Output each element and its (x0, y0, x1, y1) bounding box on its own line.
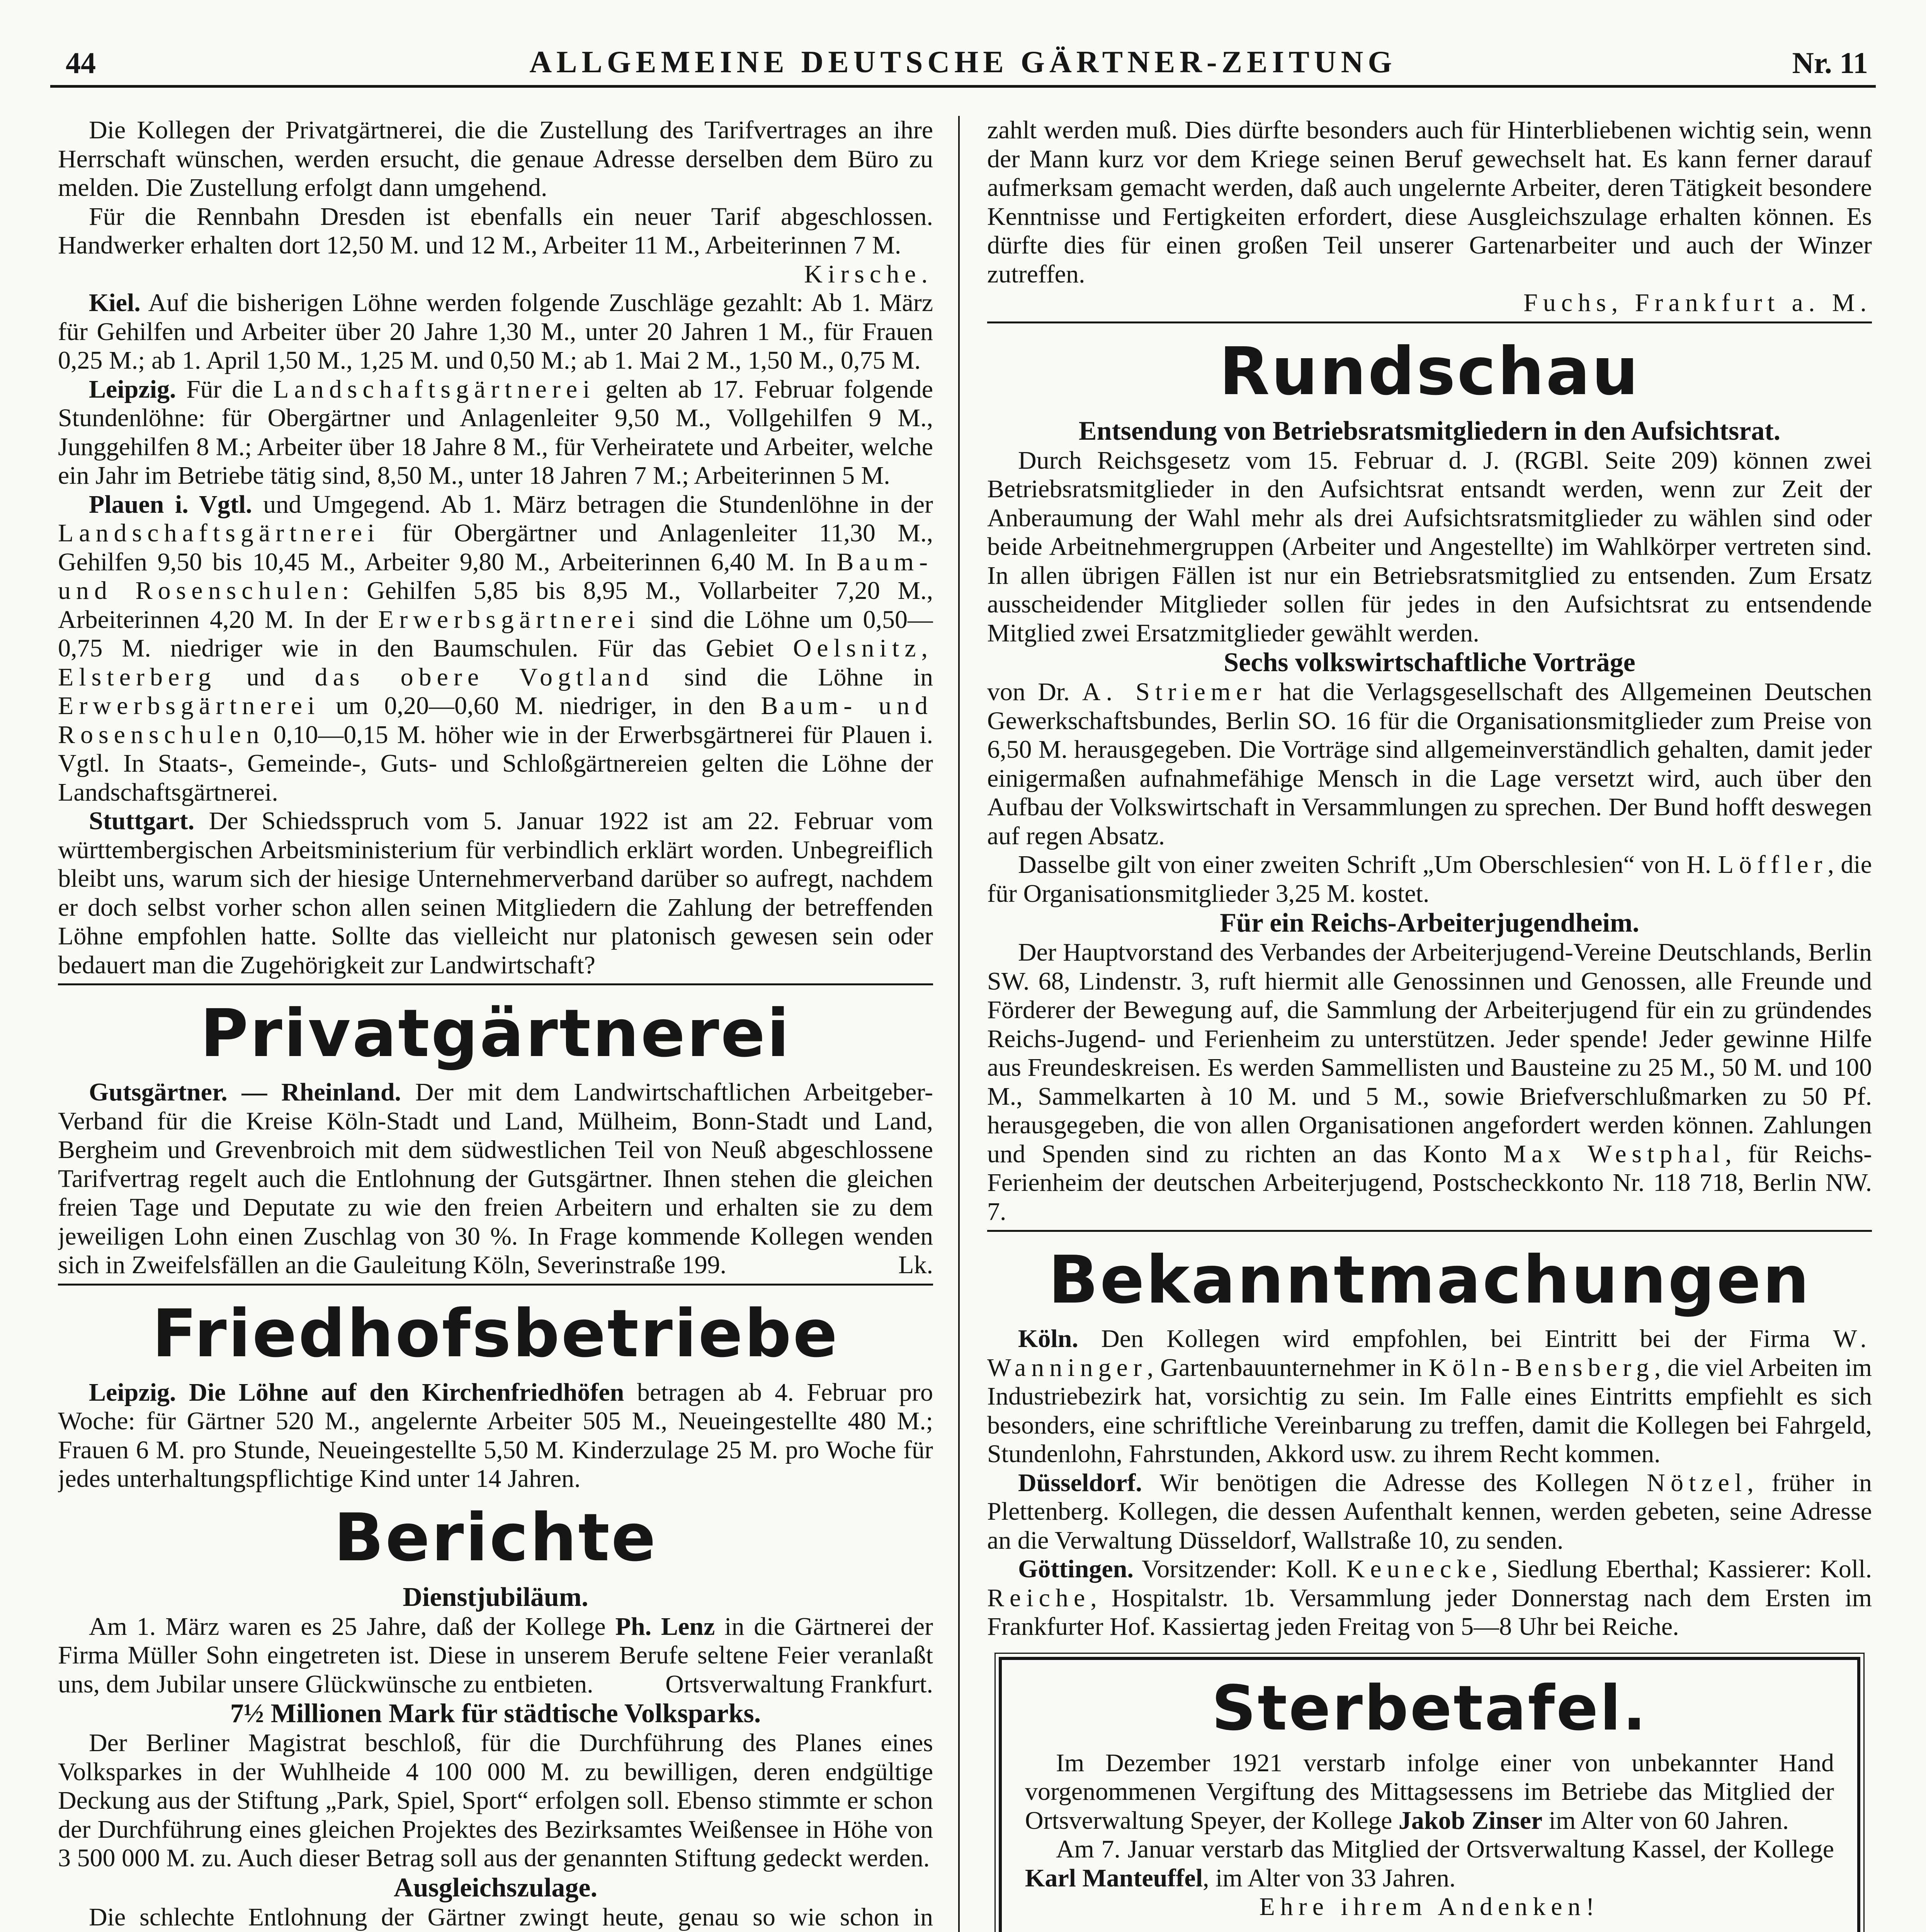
right-column (987, 116, 1872, 1932)
notice-duesseldorf: Düsseldorf. Wir benötigen die Adresse des Kollegen Nötzel, früher in Plettenberg. Kollegen, die dessen Aufenthalt kennen, werden gebeten, seine Adresse an die Verwaltung Düsseldorf, Wallstraße 10, zu senden. (987, 1468, 1872, 1554)
article-oberschlesien: Dasselbe gilt von einer zweiten Schrift „Um Oberschlesien“ von H. Löffler, die für Organisationsmitglieder 3,25 M. kostet. (987, 850, 1872, 908)
subheading-dienstjubilaeum: Dienstjubiläum. (403, 1582, 588, 1612)
left-column (58, 116, 933, 1932)
section-heading-bekanntmachungen: Bekanntmachungen (1048, 1242, 1811, 1318)
article-volksparks: Der Berliner Magistrat beschloß, für die Durchführung des Planes eines Volksparkes in der Wuhlheide 4 100 000 M. zu bewilligen, deren endgültige Deckung aus der Stiftung „Park, Spiel, Sport“ erfolgen soll. Ebenso stimmte er schon der Durchführung eines gleichen Projektes des Bezirksamtes Weißensee in Höhe von 3 500 000 M. zu. Auch dieser Betrag soll aus der genannten Stiftung gedeckt werden. (58, 1729, 933, 1872)
subheading-ausgleichszulage: Ausgleichszulage. (394, 1872, 597, 1903)
section-heading-sterbetafel: Sterbetafel. (1211, 1672, 1648, 1744)
obituary-manteuffel: Am 7. Januar verstarb das Mitglied der Ortsverwaltung Kassel, der Kollege Karl Manteuffel, im Alter von 33 Jahren. (1025, 1835, 1834, 1892)
article-vortraege: von Dr. A. Striemer hat die Verlagsgesellschaft des Allgemeinen Deutschen Gewerkschaftsbundes, Berlin SO. 16 für die Organisationsmitglieder zum Preise von 6,50 M. herausgegeben. Die Vorträge sind allgemeinverständlich gehalten, damit jeder einigermaßen aufnahmefähige Mensch in die Lage versetzt wird, auch über den Aufbau der Volkswirtschaft in Versammlungen zu sprechen. Der Bund hofft deswegen auf regen Absatz. (987, 678, 1872, 850)
section-heading-berichte: Berichte (333, 1499, 658, 1576)
obituary-zinser: Im Dezember 1921 verstarb infolge einer von unbekannter Hand vorgenommenen Vergiftung des Mittagsessens im Betriebe das Mitglied der Ortsverwaltung Speyer, der Kollege Jakob Zinser im Alter von 60 Jahren. (1025, 1748, 1834, 1835)
article-friedhof-leipzig: Leipzig. Die Löhne auf den Kirchenfriedhöfen betragen ab 4. Februar pro Woche: für Gärtner 520 M., angelernte Arbeiter 505 M., Neueingestellte 480 M.; Frauen 6 M. pro Stunde, Neueingestellte 5,50 M. Kinderzulage 25 M. pro Woche für jedes unterhaltungspflichtige Kind unter 14 Jahren. (58, 1378, 933, 1493)
section-heading-friedhofsbetriebe: Friedhofsbetriebe (152, 1295, 839, 1372)
page-header (50, 43, 1876, 88)
article-rennbahn-dresden: Für die Rennbahn Dresden ist ebenfalls ein neuer Tarif abgeschlossen. Handwerker erhalten dort 12,50 M. und 12 M., Arbeiter 11 M., Arbeiterinnen 7 M. (58, 202, 933, 259)
article-privat-tarif: Die Kollegen der Privatgärtnerei, die die Zustellung des Tarifvertrages an ihre Herrschaft wünschen, werden ersucht, die genaue Adresse derselben dem Büro zu melden. Die Zustellung erfolgt dann umgehend. (58, 116, 933, 202)
section-divider (58, 983, 933, 985)
subheading-aufsichtsrat: Entsendung von Betriebsratsmitgliedern in den Aufsichtsrat. (1078, 416, 1781, 446)
section-divider (987, 321, 1872, 323)
article-kiel: Kiel. Auf die bisherigen Löhne werden folgende Zuschläge gezahlt: Ab 1. März für Gehilfen und Arbeiter über 20 Jahre 1,30 M., unter 20 Jahren 1 M., für Frauen 0,25 M.; ab 1. April 1,50 M., 1,25 M. und 0,50 M.; ab 1. Mai 2 M., 1,50 M., 0,75 M. (58, 289, 933, 374)
obituary-box (999, 1657, 1860, 1932)
notice-koeln: Köln. Den Kollegen wird empfohlen, bei Eintritt bei der Firma W. Wanninger, Gartenbauunternehmer in Köln-Bensberg, die viel Arbeiten im Industriebezirk hat, vorsichtig zu sein. Im Falle eines Eintritts empfiehlt es sich besonders, eine schriftliche Vereinbarung zu treffen, damit die Kollegen bei Fahrgeld, Stundenlohn, Fahrstunden, Akkord usw. zu ihrem Recht kommen. (987, 1325, 1872, 1468)
article-leipzig: Leipzig. Für die Landschaftsgärtnerei gelten ab 17. Februar folgende Stundenlöhne: für Obergärtner und Anlagenleiter 9,50 M., Vollgehilfen 9 M., Junggehilfen 8 M.; Arbeiter über 18 Jahre 8 M., für Verheiratete und Arbeiter, welche ein Jahr im Betriebe tätig sind, 8,50 M., unter 18 Jahren 7 M.; Arbeiterinnen 5 M. (58, 375, 933, 490)
subheading-volksparks: 7½ Millionen Mark für städtische Volksparks. (230, 1699, 761, 1728)
article-dienstjubilaeum: Am 1. März waren es 25 Jahre, daß der Kollege Ph. Lenz in die Gärtnerei der Firma Müller Sohn eingetreten ist. Diese in unserem Berufe seltene Feier veranlaßt uns, dem Jubilar unsere Glückwünsche zu entbieten. Ortsverwaltung Frankfurt. (58, 1612, 933, 1698)
article-stuttgart: Stuttgart. Der Schiedsspruch vom 5. Januar 1922 ist am 22. Februar vom württembergischen Arbeitsministerium für verbindlich erklärt worden. Unbegreiflich bleibt uns, warum sich der hiesige Unternehmerverband darüber so aufregt, nachdem er doch selbst vorher schon allen seinen Mitgliedern die Zahlung der betreffenden Löhne empfohlen hatte. Sollte das vielleicht nur platonisch gewesen sein oder bedauert man die Zugehörigkeit zur Landwirtschaft? (58, 807, 933, 979)
page-number: 44 (66, 46, 96, 80)
subheading-vortraege: Sechs volkswirtschaftliche Vorträge (1224, 648, 1635, 677)
article-jugendheim: Der Hauptvorstand des Verbandes der Arbeiterjugend-Vereine Deutschlands, Berlin SW. 68, Lindenstr. 3, ruft hiermit alle Genossinnen und Genossen, alle Freunde und Förderer der Bewegung auf, die Sammlung der Arbeiterjugend für ein zu gründendes Reichs-Jugend- und Ferienheim zu unterstützen. Jeder spende! Jeder gewinne Hilfe aus Freundeskreisen. Es werden Sammellisten und Bausteine zu 25 M., 50 M. und 100 M., Sammelkarten à 10 M. und 5 M., sowie Briefverschlußmarken zu 50 Pf. herausgegeben, die von allen Organisationen angefordert werden können. Zahlungen und Spenden sind zu richten an das Konto Max Westphal, für Reichs-Ferienheim der deutschen Arbeiterjugend, Postscheckkonto Nr. 118 718, Berlin NW. 7. (987, 938, 1872, 1226)
issue-number: Nr. 11 (1792, 46, 1868, 80)
section-heading-privatgaertnerei: Privatgärtnerei (200, 995, 791, 1072)
subheading-jugendheim: Für ein Reichs-Arbeiterjugendheim. (1220, 908, 1639, 938)
newspaper-title: ALLGEMEINE DEUTSCHE GÄRTNER-ZEITUNG (529, 45, 1397, 79)
section-heading-rundschau: Rundschau (1219, 333, 1640, 410)
signature-fuchs: Fuchs, Frankfurt a. M. (1523, 289, 1872, 317)
article-ausgleichszulage: Die schlechte Entlohnung der Gärtner zwingt heute, genau so wie schon in (89, 1903, 933, 1931)
obituary-closing: Ehre ihrem Andenken! (1259, 1893, 1600, 1921)
article-gutsgaertner: Gutsgärtner. — Rheinland. Der mit dem Landwirtschaftlichen Arbeitgeber-Verband für die Kreise Köln-Stadt und Land, Mülheim, Bonn-Stadt und Land, Bergheim und Grevenbroich mit dem südwestlichen Teil von Neuß abgeschlossene Tarifvertrag regelt auch die Entlohnung der Gutsgärtner. Ihnen stehen die gleichen freien Tage und Deputate zu wie den freien Arbeitern und erhalten sie zu dem jeweiligen Lohn einen Zuschlag von 30 %. In Frage kommende Kollegen wenden sich in Zweifelsfällen an die Gauleitung Köln, Severinstraße 199. Lk. (58, 1078, 933, 1279)
article-aufsichtsrat: Durch Reichsgesetz vom 15. Februar d. J. (RGBl. Seite 209) können zwei Betriebsratsmitglieder in den Aufsichtsrat entsandt werden, wenn zur Zeit der Anberaumung der Wahl mehr als drei Aufsichtsratsmitglieder zu wählen sind oder beide Arbeitnehmergruppen (Arbeiter und Angestellte) im Wahlkörper vertreten sind. In allen übrigen Fällen ist nur ein Betriebsratsmitglied zu entsenden. Zum Ersatz ausscheidender Mitglieder sollen für jedes in den Aufsichtsrat zu entsendende Mitglied zwei Ersatzmitglieder gewählt werden. (987, 446, 1872, 647)
column-rule (958, 116, 960, 1932)
notice-goettingen: Göttingen. Vorsitzender: Koll. Keunecke, Siedlung Eberthal; Kassierer: Koll. Reiche, Hospitalstr. 1b. Versammlung jeder Donnerstag nach dem Ersten im Frankfurter Hof. Kassiertag jeden Freitag von 5—8 Uhr bei Reiche. (987, 1555, 1872, 1641)
article-ausgleichszulage-continued: zahlt werden muß. Dies dürfte besonders auch für Hinterbliebenen wichtig sein, wenn der Mann kurz vor dem Kriege seinen Beruf gewechselt hat. Es kann ferner darauf aufmerksam gemacht werden, daß auch ungelernte Arbeiter, deren Tätigkeit besondere Kenntnisse und Fertigkeiten erfordert, diese Ausgleichszulage erhalten können. Es dürfte dies für einen großen Teil unserer Gartenarbeiter und auch der Winzer zutreffen. (987, 116, 1872, 288)
article-plauen: Plauen i. Vgtl. und Umgegend. Ab 1. März betragen die Stundenlöhne in der Landschaftsgärtnerei für Obergärtner und Anlagenleiter 11,30 M., Gehilfen 9,50 bis 10,45 M., Arbeiter 9,80 M., Arbeiterinnen 6,40 M. In Baum- und Rosenschulen: Gehilfen 5,85 bis 8,95 M., Vollarbeiter 7,20 M., Arbeiterinnen 4,20 M. In der Erwerbsgärtnerei sind die Löhne um 0,50—0,75 M. niedriger wie in den Baumschulen. Für das Gebiet Oelsnitz, Elsterberg und das obere Vogtland sind die Löhne in Erwerbsgärtnerei um 0,20—0,60 M. niedriger, in den Baum- und Rosenschulen 0,10—0,15 M. höher wie in der Erwerbsgärtnerei für Plauen i. Vgtl. In Staats-, Gemeinde-, Guts- und Schloßgärtnereien gelten die Löhne der Landschaftsgärtnerei. (58, 490, 933, 806)
section-divider (58, 1284, 933, 1286)
signature-kirsche: Kirsche. (804, 260, 933, 288)
section-divider (987, 1230, 1872, 1232)
